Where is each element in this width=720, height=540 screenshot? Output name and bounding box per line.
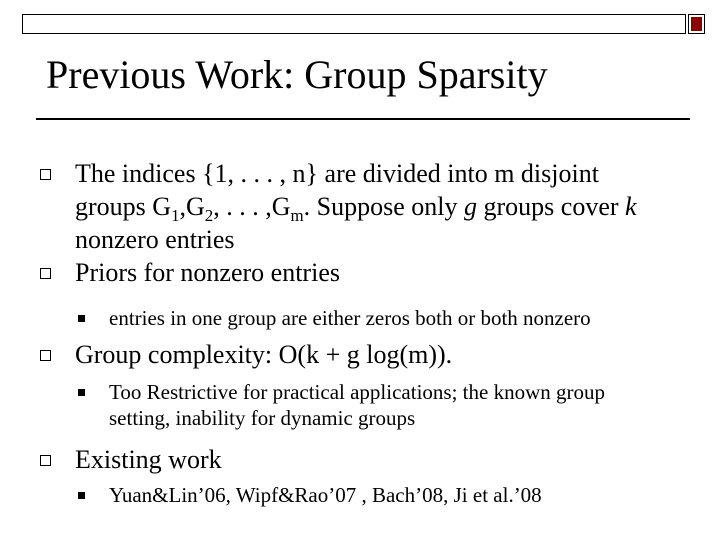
bullet-3-sub-1-line-2: setting, inability for dynamic groups <box>109 406 416 430</box>
bullet-3-sub-1-line-1: Too Restrictive for practical applications; the known group <box>109 380 605 404</box>
hollow-square-bullet-icon <box>40 455 51 466</box>
slide-title: Previous Work: Group Sparsity <box>46 52 548 97</box>
hollow-square-bullet-icon <box>40 169 51 180</box>
bullet-1-line-3: nonzero entries <box>75 225 235 254</box>
bullet-2-text: Priors for nonzero entries <box>75 258 340 287</box>
bullet-2-sub-1: entries in one group are either zeros both or both nonzero <box>109 306 591 330</box>
filled-square-bullet-icon <box>78 492 85 499</box>
filled-square-bullet-icon <box>78 315 85 322</box>
hollow-square-bullet-icon <box>40 268 51 279</box>
corner-accent-fill <box>691 17 702 31</box>
title-divider <box>36 118 690 120</box>
bullet-4-text: Existing work <box>75 445 222 474</box>
bullet-4-sub-1: Yuan&Lin’06, Wipf&Rao’07 , Bach’08, Ji et al.’08 <box>109 483 542 507</box>
hollow-square-bullet-icon <box>40 350 51 361</box>
filled-square-bullet-icon <box>78 389 85 396</box>
top-decorative-bar <box>22 14 686 34</box>
bullet-1-line-2: groups $G_1,G_2$, . . . $,G_m$. Suppose only g groups cover k <box>75 192 637 226</box>
corner-accent <box>688 14 705 34</box>
bullet-1-line-1: The indices {1, . . . , n} are divided into m disjoint <box>75 159 599 188</box>
bullet-3-text: Group complexity: O(k + g log(m)). <box>75 340 453 369</box>
